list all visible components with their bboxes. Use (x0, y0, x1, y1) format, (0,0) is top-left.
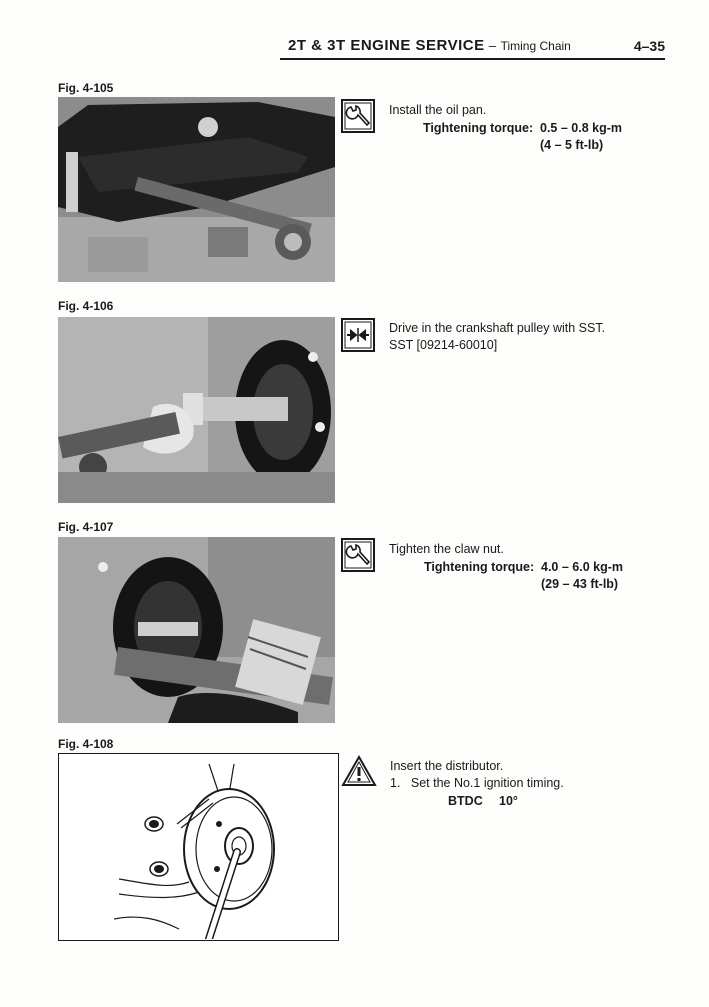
instruction-install-oil-pan: Install the oil pan. (389, 103, 487, 117)
wrench-icon (341, 538, 375, 572)
torque-value-4-105: 0.5 – 0.8 kg-m (540, 121, 622, 135)
torque-label: Tightening torque: (423, 121, 534, 135)
figure-label-4-106: Fig. 4-106 (58, 299, 114, 313)
photo-claw-nut (58, 537, 335, 723)
timing-label: BTDC (448, 794, 483, 808)
instruction-insert-distributor: Insert the distributor. (390, 759, 504, 773)
step-item-number: 1. (390, 776, 401, 790)
diagram-timing-marks (58, 753, 339, 941)
press-arrows-icon (341, 318, 375, 352)
instruction-drive-pulley: Drive in the crankshaft pulley with SST. (389, 321, 606, 335)
step-item-1 (390, 775, 564, 792)
wrench-icon (341, 99, 375, 133)
timing-value: 10° (499, 794, 518, 808)
section-title: 2T & 3T ENGINE SERVICE (288, 37, 485, 54)
instruction-tighten-claw-nut: Tighten the claw nut. (389, 542, 504, 556)
step-item-text: Set the No.1 ignition timing. (410, 776, 564, 790)
figure-label-4-107: Fig. 4-107 (58, 520, 114, 534)
figure-label-4-105: Fig. 4-105 (58, 81, 114, 95)
page-header-title (288, 37, 571, 54)
torque-value-alt-4-107: (29 – 43 ft-lb) (541, 577, 619, 591)
figure-label-4-108: Fig. 4-108 (58, 737, 114, 751)
torque-value-4-107: 4.0 – 6.0 kg-m (541, 560, 623, 574)
torque-label-4-107: Tightening torque: (424, 560, 535, 574)
header-dash: – (484, 38, 501, 53)
warning-icon (341, 755, 377, 787)
torque-row-4-105 (423, 121, 533, 135)
section-subtitle: Timing Chain (500, 39, 571, 53)
header-rule (280, 58, 665, 60)
page-number: 4–35 (633, 38, 665, 54)
photo-oil-pan (58, 97, 335, 282)
photo-crankshaft-pulley (58, 317, 335, 503)
sst-part-number: SST [09214-60010] (389, 338, 498, 352)
torque-value-alt-4-105: (4 – 5 ft-lb) (540, 138, 604, 152)
